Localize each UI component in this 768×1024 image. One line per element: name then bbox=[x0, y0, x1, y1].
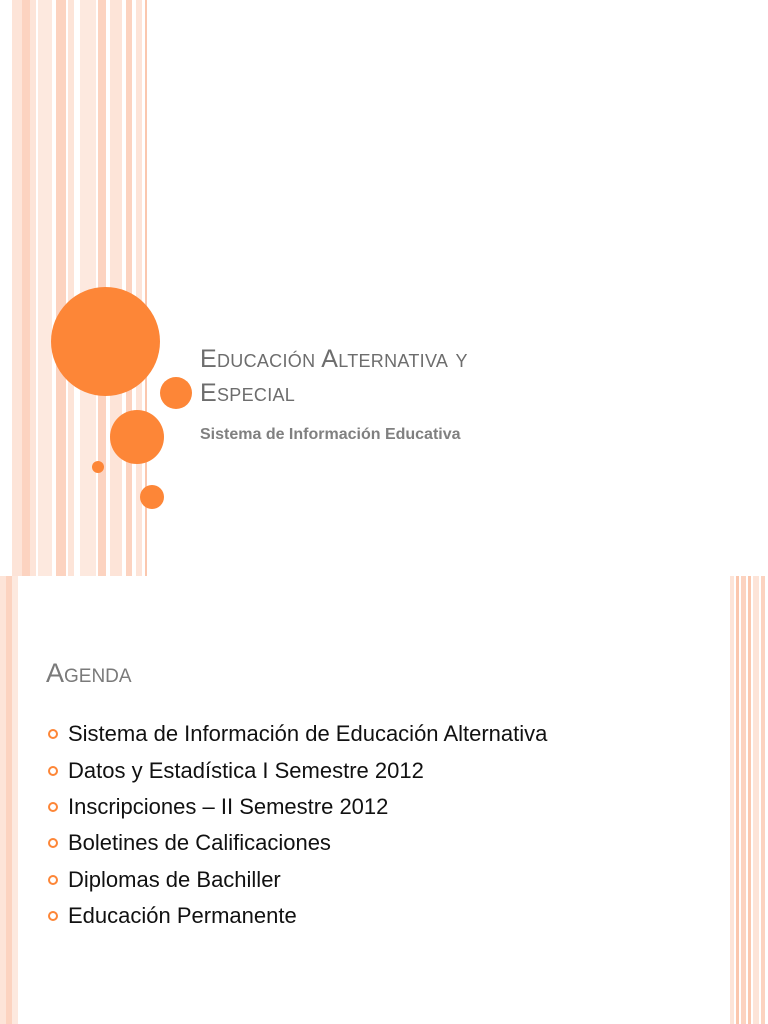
bullet-ring-icon bbox=[48, 838, 58, 848]
slide-title-line1: Educación Alternativa y bbox=[200, 345, 468, 373]
list-item bbox=[48, 898, 547, 934]
circle-large-decoration bbox=[51, 287, 160, 396]
circle-tiny-decoration bbox=[92, 461, 104, 473]
stripe-decoration bbox=[761, 576, 765, 1024]
stripe-decoration bbox=[126, 0, 132, 576]
list-item-text: Inscripciones – II Semestre 2012 bbox=[68, 793, 389, 819]
agenda-slide bbox=[0, 576, 768, 1024]
bullet-ring-icon bbox=[48, 802, 58, 812]
list-item bbox=[48, 789, 547, 825]
bullet-ring-icon bbox=[48, 766, 58, 776]
stripe-decoration bbox=[38, 0, 52, 576]
agenda-title: Agenda bbox=[46, 658, 132, 688]
list-item-text: Educación Permanente bbox=[68, 903, 297, 929]
circle-medium-decoration bbox=[110, 410, 164, 464]
bullet-ring-icon bbox=[48, 875, 58, 885]
circle-small-decoration bbox=[140, 485, 164, 509]
stripe-decoration bbox=[30, 0, 36, 576]
stripe-decoration bbox=[736, 576, 739, 1024]
list-item bbox=[48, 752, 547, 788]
stripe-decoration bbox=[12, 0, 22, 576]
list-item bbox=[48, 716, 547, 752]
stripe-decoration bbox=[12, 576, 18, 1024]
stripe-decoration bbox=[68, 0, 74, 576]
slide-title bbox=[200, 342, 740, 410]
list-item bbox=[48, 825, 547, 861]
slide-subtitle: Sistema de Información Educativa bbox=[200, 426, 461, 443]
slide-title-line2: Especial bbox=[200, 379, 296, 407]
bullet-ring-icon bbox=[48, 729, 58, 739]
stripe-decoration bbox=[741, 576, 746, 1024]
stripe-decoration bbox=[56, 0, 66, 576]
stripe-decoration bbox=[22, 0, 30, 576]
stripe-decoration bbox=[753, 576, 759, 1024]
bullet-ring-icon bbox=[48, 911, 58, 921]
stripe-decoration bbox=[748, 576, 751, 1024]
list-item bbox=[48, 862, 547, 898]
stripe-decoration bbox=[730, 576, 734, 1024]
agenda-list bbox=[48, 716, 547, 934]
list-item-text: Sistema de Información de Educación Alternativa bbox=[68, 721, 548, 747]
list-item-text: Datos y Estadística I Semestre 2012 bbox=[68, 757, 424, 783]
circle-small-decoration bbox=[160, 377, 192, 409]
list-item-text: Boletines de Calificaciones bbox=[68, 830, 331, 856]
list-item-text: Diplomas de Bachiller bbox=[68, 866, 281, 892]
